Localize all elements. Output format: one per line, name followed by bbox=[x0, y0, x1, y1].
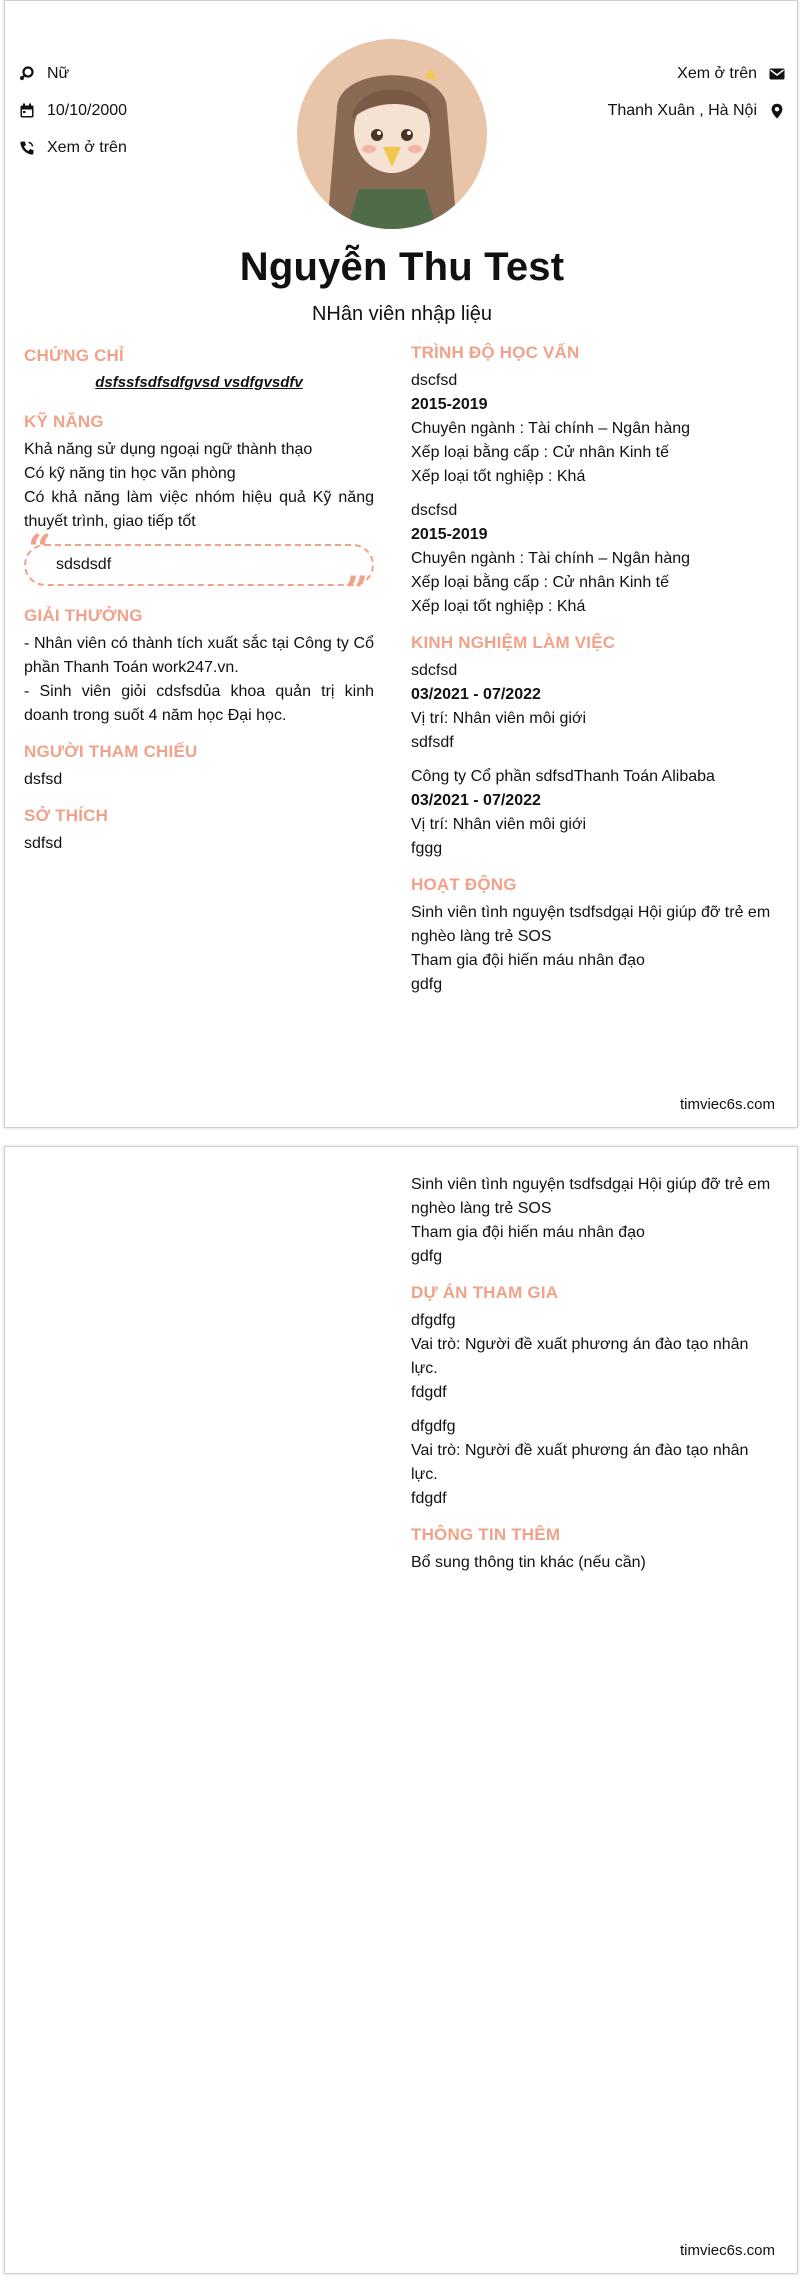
certificates-section bbox=[24, 346, 374, 394]
activity-line: Sinh viên tình nguyện tsdfsdgại Hội giúp đỡ trẻ em nghèo làng trẻ SOS bbox=[411, 904, 771, 945]
birthday-value: 10/10/2000 bbox=[47, 102, 128, 119]
open-quote-icon: “ bbox=[28, 526, 52, 573]
skill-item: Khả năng sử dụng ngoại ngữ thành thạo bbox=[24, 441, 313, 458]
skill-quote-box bbox=[24, 526, 374, 615]
experience-desc: fggg bbox=[411, 840, 443, 857]
education-title: TRÌNH ĐỘ HỌC VẤN bbox=[411, 343, 580, 362]
references-section bbox=[24, 742, 374, 792]
education-period: 2015-2019 bbox=[411, 526, 488, 543]
education-section bbox=[411, 343, 778, 619]
education-item bbox=[411, 369, 778, 489]
gender-value: Nữ bbox=[47, 65, 70, 82]
address-row bbox=[608, 102, 785, 120]
hobbies-text: sdfsd bbox=[24, 835, 63, 852]
education-grade: Xếp loại tốt nghiệp : Khá bbox=[411, 468, 586, 485]
certificate-item: dsfssfsdfsdfgvsd vsdfgvsdfv bbox=[95, 374, 303, 391]
experience-title: KINH NGHIỆM LÀM VIỆC bbox=[411, 633, 616, 652]
activities-title: HOẠT ĐỘNG bbox=[411, 875, 517, 894]
certificates-title: CHỨNG CHỈ bbox=[24, 346, 124, 365]
project-role: Vai trò: Người đề xuất phương án đào tạo nhân lực. bbox=[411, 1336, 749, 1377]
project-name: dfgdfg bbox=[411, 1312, 456, 1329]
award-item: - Sinh viên giỏi cdsfsdủa khoa quản trị kinh doanh trong suốt 4 năm học Đại học. bbox=[24, 683, 374, 724]
extra-text: Bổ sung thông tin khác (nếu cần) bbox=[411, 1554, 646, 1571]
project-desc: fdgdf bbox=[411, 1490, 447, 1507]
skill-item: Có khả năng làm việc nhóm hiệu quả Kỹ năng thuyết trình, giao tiếp tốt bbox=[24, 489, 374, 530]
extra-title: THÔNG TIN THÊM bbox=[411, 1525, 561, 1544]
education-major: Chuyên ngành : Tài chính – Ngân hàng bbox=[411, 550, 691, 567]
activity-line: Tham gia đội hiến máu nhân đạo bbox=[411, 1224, 645, 1241]
avatar bbox=[297, 39, 487, 229]
map-pin-icon bbox=[769, 103, 785, 119]
experience-period: 03/2021 - 07/2022 bbox=[411, 792, 541, 809]
activity-line: Tham gia đội hiến máu nhân đạo bbox=[411, 952, 645, 969]
award-item: - Nhân viên có thành tích xuất sắc tại Công ty Cổ phần Thanh Toán work247.vn. bbox=[24, 635, 374, 676]
experience-role: Vị trí: Nhân viên môi giới bbox=[411, 816, 586, 833]
skill-quote-text: sdsdsdf bbox=[56, 556, 112, 573]
activity-line: gdfg bbox=[411, 1248, 443, 1265]
experience-section bbox=[411, 633, 778, 861]
education-degree: Xếp loại bằng cấp : Cử nhân Kinh tế bbox=[411, 574, 669, 591]
gender-row bbox=[19, 65, 69, 83]
email-value: Xem ở trên bbox=[677, 65, 757, 82]
education-degree: Xếp loại bằng cấp : Cử nhân Kinh tế bbox=[411, 444, 669, 461]
references-text: dsfsd bbox=[24, 771, 63, 788]
right-column-continued bbox=[411, 1173, 778, 1575]
experience-company: Công ty Cổ phần sdfsdThanh Toán Alibaba bbox=[411, 768, 715, 785]
experience-period: 03/2021 - 07/2022 bbox=[411, 686, 541, 703]
hobbies-title: SỞ THÍCH bbox=[24, 806, 109, 825]
activities-section bbox=[411, 875, 778, 997]
address-value: Thanh Xuân , Hà Nội bbox=[607, 102, 757, 119]
birthday-row bbox=[19, 102, 127, 120]
experience-company: sdcfsd bbox=[411, 662, 458, 679]
hobbies-section bbox=[24, 806, 374, 856]
project-item bbox=[411, 1415, 778, 1511]
education-period: 2015-2019 bbox=[411, 396, 488, 413]
left-column bbox=[24, 346, 374, 856]
experience-desc: sdfsdf bbox=[411, 734, 454, 751]
gender-icon bbox=[19, 66, 35, 82]
envelope-icon bbox=[769, 66, 785, 82]
experience-item bbox=[411, 659, 778, 755]
footer-brand: timviec6s.com bbox=[679, 1096, 775, 1113]
skills-title: KỸ NĂNG bbox=[24, 412, 104, 431]
experience-item bbox=[411, 765, 778, 861]
extra-section bbox=[411, 1525, 778, 1575]
cv-page-1 bbox=[4, 0, 798, 1128]
skill-item: Có kỹ năng tin học văn phòng bbox=[24, 465, 236, 482]
education-school: dscfsd bbox=[411, 372, 458, 389]
education-grade: Xếp loại tốt nghiệp : Khá bbox=[411, 598, 586, 615]
experience-role: Vị trí: Nhân viên môi giới bbox=[411, 710, 586, 727]
education-school: dscfsd bbox=[411, 502, 458, 519]
awards-title: GIẢI THƯỞNG bbox=[24, 606, 143, 625]
cv-page-2 bbox=[4, 1146, 798, 2274]
project-desc: fdgdf bbox=[411, 1384, 447, 1401]
close-quote-icon: ” bbox=[344, 568, 368, 615]
candidate-name: Nguyễn Thu Test bbox=[239, 245, 565, 289]
projects-section bbox=[411, 1283, 778, 1511]
projects-title: DỰ ÁN THAM GIA bbox=[411, 1283, 559, 1302]
phone-row bbox=[19, 139, 127, 157]
project-name: dfgdfg bbox=[411, 1418, 456, 1435]
activity-line: gdfg bbox=[411, 976, 443, 993]
education-major: Chuyên ngành : Tài chính – Ngân hàng bbox=[411, 420, 691, 437]
phone-value: Xem ở trên bbox=[47, 139, 127, 156]
references-title: NGƯỜI THAM CHIẾU bbox=[24, 742, 198, 761]
phone-icon bbox=[19, 140, 35, 156]
project-item bbox=[411, 1309, 778, 1405]
candidate-position: NHân viên nhập liệu bbox=[311, 303, 493, 325]
activities-continued bbox=[411, 1173, 778, 1269]
right-column bbox=[411, 343, 778, 997]
skills-section bbox=[24, 412, 374, 615]
activity-line: Sinh viên tình nguyện tsdfsdgại Hội giúp đỡ trẻ em nghèo làng trẻ SOS bbox=[411, 1176, 771, 1217]
project-role: Vai trò: Người đề xuất phương án đào tạo nhân lực. bbox=[411, 1442, 749, 1483]
email-row bbox=[677, 65, 785, 83]
education-item bbox=[411, 499, 778, 619]
calendar-icon bbox=[19, 103, 35, 119]
footer-brand: timviec6s.com bbox=[679, 2242, 775, 2259]
awards-section bbox=[24, 606, 374, 728]
